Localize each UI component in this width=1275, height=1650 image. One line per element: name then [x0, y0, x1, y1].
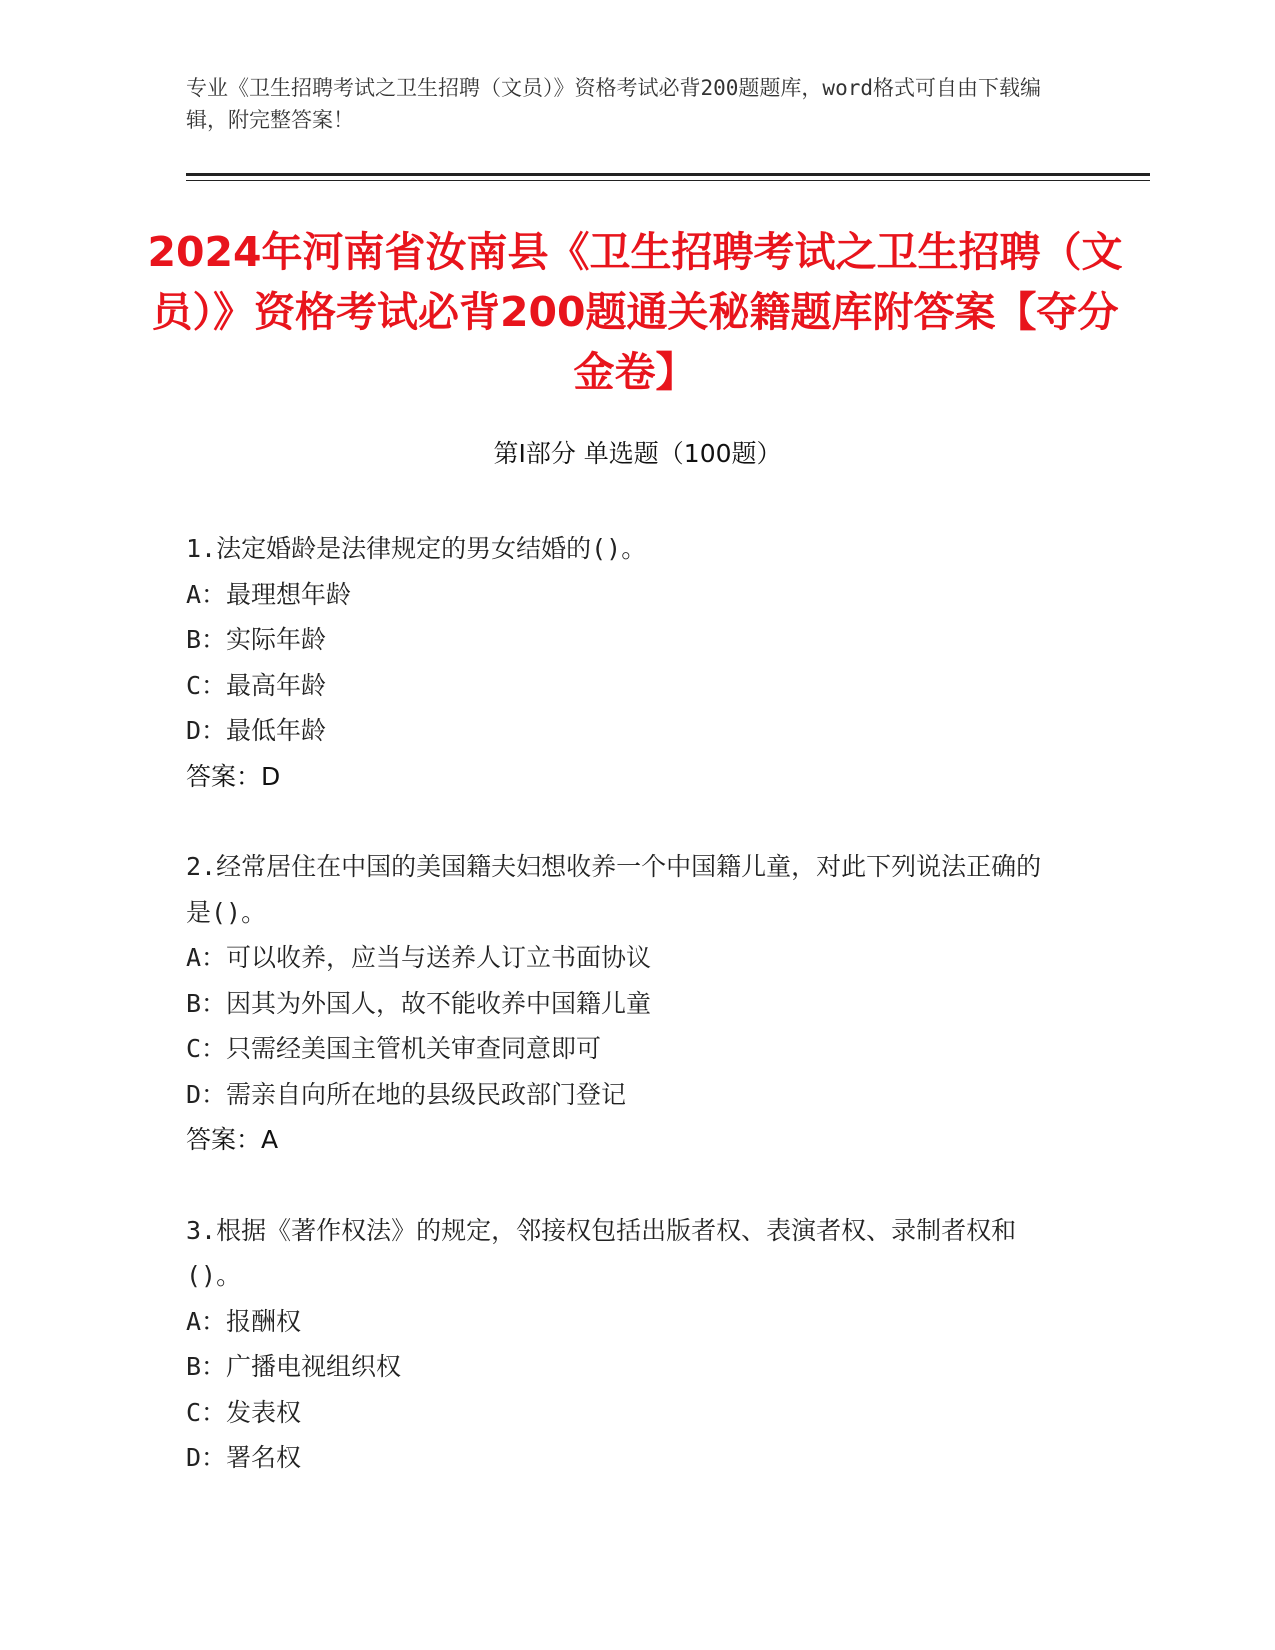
question-stem: 3.根据《著作权法》的规定，邻接权包括出版者权、表演者权、录制者权和()。 — [186, 1215, 1017, 1290]
question-1 — [186, 526, 1066, 799]
option-d: D：署名权 — [186, 1443, 302, 1472]
question-list — [186, 526, 1066, 1526]
option-b: B：因其为外国人，故不能收养中国籍儿童 — [186, 988, 652, 1018]
header-rule-thick — [186, 173, 1150, 176]
option-a: A：报酬权 — [186, 1306, 302, 1336]
question-stem: 2.经常居住在中国的美国籍夫妇想收养一个中国籍儿童，对此下列说法正确的是()。 — [186, 852, 1042, 927]
option-a: A：最理想年龄 — [186, 579, 352, 609]
option-d: D：最低年龄 — [186, 716, 327, 745]
header-rule-thin — [186, 180, 1150, 181]
option-c: C：发表权 — [186, 1397, 302, 1427]
option-c: C：只需经美国主管机关审查同意即可 — [186, 1034, 602, 1063]
option-c: C：最高年龄 — [186, 670, 327, 700]
answer: 答案：D — [186, 761, 281, 791]
header-note: 专业《卫生招聘考试之卫生招聘（文员）》资格考试必背200题题库，word格式可自由下载编辑，附完整答案！ — [186, 76, 1041, 132]
option-d: D：需亲自向所在地的县级民政部门登记 — [186, 1079, 627, 1109]
document-title: 2024年河南省汝南县《卫生招聘考试之卫生招聘（文员）》资格考试必背200题通关秘籍题库附答案【夺分金卷】 — [147, 228, 1123, 396]
question-stem: 1.法定婚龄是法律规定的男女结婚的()。 — [186, 534, 647, 563]
option-b: B：实际年龄 — [186, 625, 327, 654]
question-3 — [186, 1208, 1066, 1481]
option-a: A：可以收养，应当与送养人订立书面协议 — [186, 943, 652, 972]
question-2 — [186, 844, 1066, 1163]
section-heading: 第I部分 单选题（100题） — [493, 439, 782, 468]
option-b: B：广播电视组织权 — [186, 1352, 402, 1381]
answer: 答案：A — [186, 1125, 279, 1154]
